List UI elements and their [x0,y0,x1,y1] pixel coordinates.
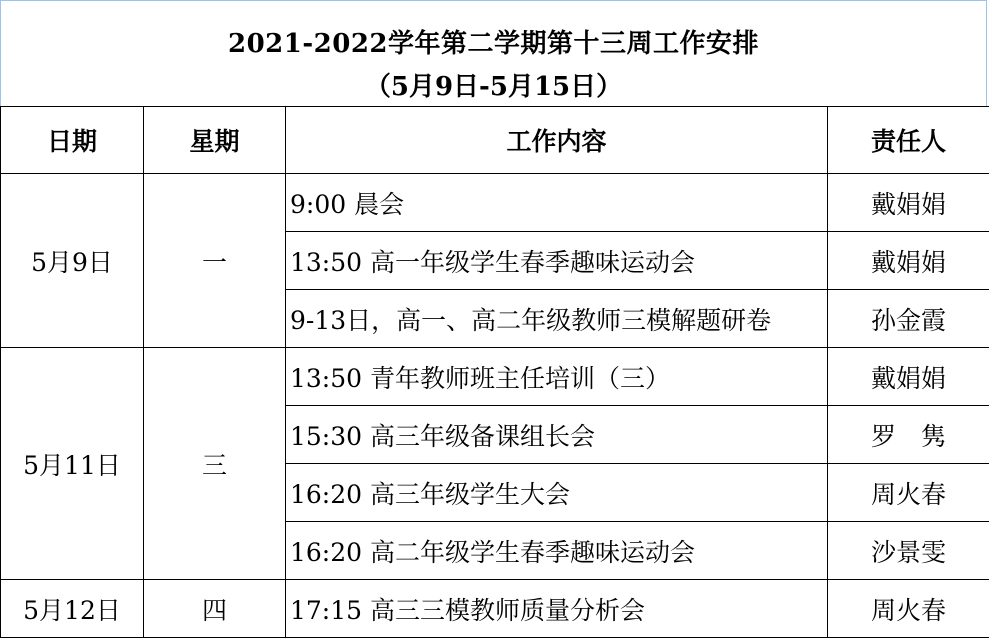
page-subtitle: （5月9日-5月15日） [364,72,623,102]
header-date: 日期 [1,107,144,174]
person-cell: 周火春 [828,464,989,522]
date-cell: 5月11日 [1,348,144,580]
person-cell: 沙景雯 [828,522,989,580]
table-row [1,174,989,232]
content-cell: 17:15 高三三模教师质量分析会 [286,580,828,638]
header-weekday: 星期 [144,107,286,174]
person-cell: 孙金霞 [828,290,989,348]
page-title: 2021-2022学年第二学期第十三周工作安排 [227,29,760,59]
date-cell: 5月12日 [1,580,144,638]
header-content: 工作内容 [286,107,828,174]
content-cell: 15:30 高三年级备课组长会 [286,406,828,464]
content-cell: 9-13日，高一、高二年级教师三模解题研卷 [286,290,828,348]
content-cell: 9:00 晨会 [286,174,828,232]
table-row [1,580,989,638]
weekday-cell: 三 [144,348,286,580]
content-cell: 13:50 高一年级学生春季趣味运动会 [286,232,828,290]
weekday-cell: 一 [144,174,286,348]
person-cell: 戴娟娟 [828,348,989,406]
person-cell: 罗 隽 [828,406,989,464]
header-row [1,107,989,174]
content-cell: 13:50 青年教师班主任培训（三） [286,348,828,406]
header-person: 责任人 [828,107,989,174]
person-cell: 戴娟娟 [828,174,989,232]
title-box [0,0,987,106]
content-cell: 16:20 高二年级学生春季趣味运动会 [286,522,828,580]
weekday-cell: 四 [144,580,286,638]
table-row [1,348,989,406]
date-cell: 5月9日 [1,174,144,348]
content-cell: 16:20 高三年级学生大会 [286,464,828,522]
schedule-table [0,106,989,638]
person-cell: 周火春 [828,580,989,638]
person-cell: 戴娟娟 [828,232,989,290]
